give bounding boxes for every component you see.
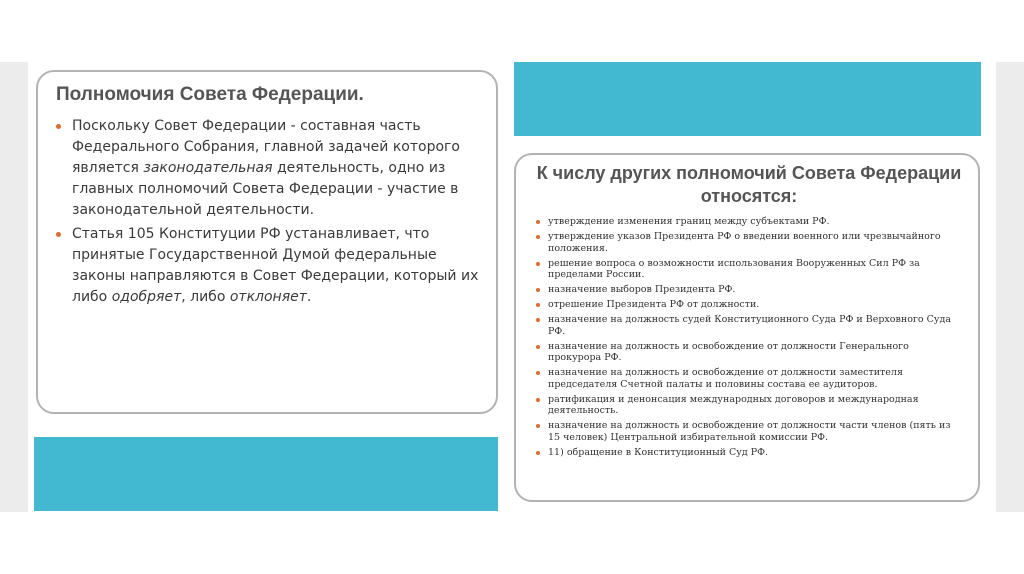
teal-banner-bottom-left	[34, 437, 498, 511]
list-item: назначение на должность и освобождение от должности Генерального прокурора РФ.	[534, 341, 964, 364]
list-item: 11) обращение в Конституционный Суд РФ.	[534, 447, 964, 459]
left-bullet-1: Поскольку Совет Федерации - составная часть Федерального Собрания, главной задачей которого является законодательная деятельность, одно из главных полномочий Совета Федерации - участие в законодательной деятельности.	[56, 116, 480, 221]
list-item: утверждение указов Президента РФ о введении военного или чрезвычайного положения.	[534, 231, 964, 254]
right-card-title: К числу других полномочий Совета Федерации относятся:	[536, 163, 962, 206]
left-gray-strip	[0, 62, 28, 512]
list-item: ратификация и денонсация международных договоров и международная деятельность.	[534, 394, 964, 417]
list-item: утверждение изменения границ между субъектами РФ.	[534, 216, 964, 228]
left-card-list	[56, 116, 480, 308]
teal-banner-top-right	[514, 62, 981, 136]
right-card-list	[534, 216, 964, 458]
list-item: отрешение Президента РФ от должности.	[534, 299, 964, 311]
left-card-title: Полномочия Совета Федерации.	[56, 84, 364, 105]
right-gray-strip	[996, 62, 1024, 512]
right-card	[514, 153, 980, 502]
list-item: назначение на должность и освобождение от должности части членов (пять из 15 человек) Центральной избирательной комиссии РФ.	[534, 420, 964, 443]
list-item: назначение на должность судей Конституционного Суда РФ и Верховного Суда РФ.	[534, 314, 964, 337]
left-card	[36, 70, 498, 414]
list-item: назначение на должность и освобождение от должности заместителя председателя Счетной палаты и половины состава ее аудиторов.	[534, 367, 964, 390]
left-bullet-2: Статья 105 Конституции РФ устанавливает, что принятые Государственной Думой федеральные законы направляются в Совет Федерации, который их либо одобряет, либо отклоняет.	[56, 224, 480, 308]
list-item: решение вопроса о возможности использования Вооруженных Сил РФ за пределами России.	[534, 258, 964, 281]
list-item: назначение выборов Президента РФ.	[534, 284, 964, 296]
